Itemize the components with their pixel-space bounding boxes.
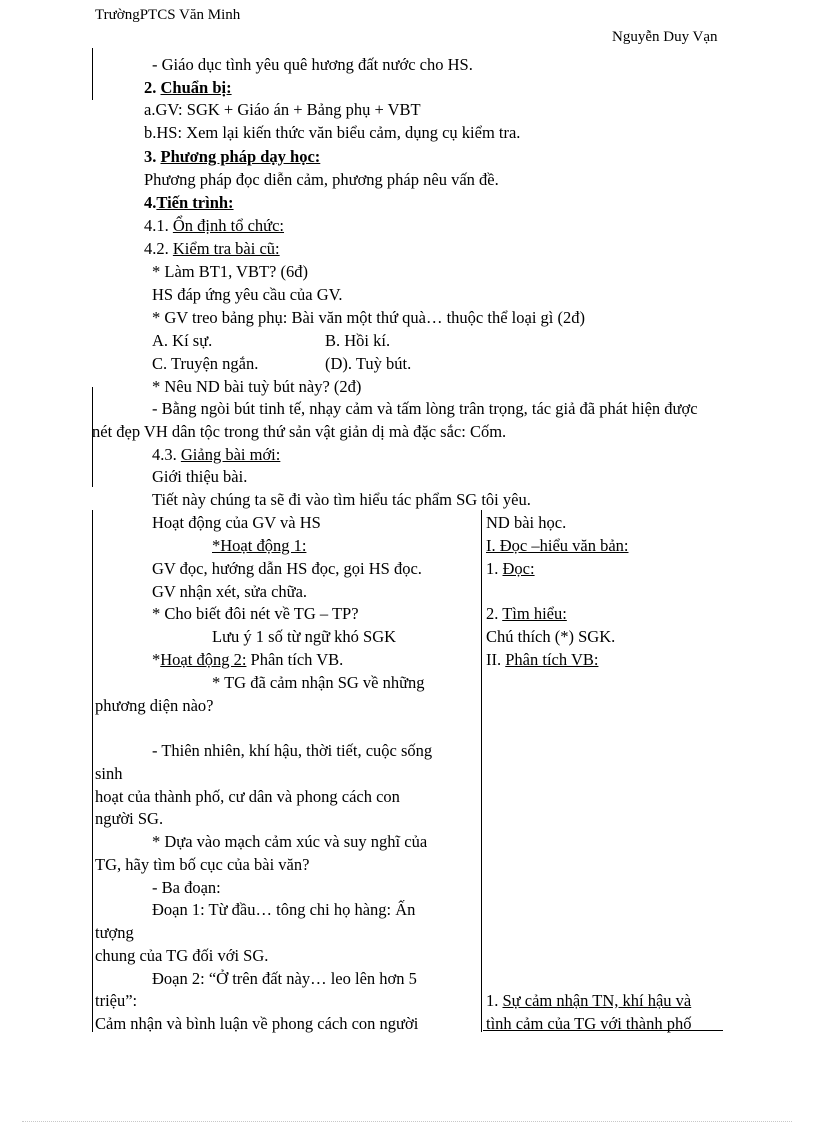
intro-label: Giới thiệu bài.	[152, 467, 248, 486]
activity-1-heading: *Hoạt động 1:	[212, 536, 307, 555]
question-1: * Làm BT1, VBT? (6đ)	[152, 262, 308, 281]
goal-line: - Giáo dục tình yêu quê hương đất nước cho HS.	[152, 55, 473, 74]
right-line-5-text: Phân tích VB:	[505, 650, 599, 669]
prep-heading	[144, 78, 232, 98]
method-title: Phương pháp dạy học:	[160, 147, 321, 166]
page-bottom-edge	[22, 1121, 792, 1122]
left-line-10a: Đoạn 2: “Ở trên đất này… leo lên hơn 5	[152, 969, 417, 988]
left-line-6b: sinh	[95, 764, 123, 783]
left-line-9b: tượng	[95, 923, 134, 942]
right-line-5-number: II.	[486, 650, 506, 669]
right-line-4: Chú thích (*) SGK.	[486, 627, 616, 646]
right-line-1: I. Đọc –hiểu văn bản:	[486, 536, 629, 555]
s43-heading	[152, 445, 280, 465]
right-line-3-number: 2.	[486, 604, 503, 623]
left-line-4: Lưu ý 1 số từ ngữ khó SGK	[212, 627, 397, 646]
left-line-7a: * Dựa vào mạch cảm xúc và suy nghĩ của	[152, 832, 428, 851]
right-line-3	[486, 604, 567, 624]
s43-number: 4.3.	[152, 445, 177, 464]
table-left-header: Hoạt động của GV và HS	[152, 513, 321, 532]
table-right-header: ND bài học.	[486, 513, 567, 532]
process-number: 4.	[144, 193, 157, 212]
answer-3-line-1: - Bằng ngòi bút tinh tế, nhạy cảm và tấm lòng trân trọng, tác giả đã phát hiện được	[152, 399, 698, 418]
right-line-2-number: 1.	[486, 559, 503, 578]
question-3: * Nêu ND bài tuỳ bút này? (2đ)	[152, 377, 362, 396]
intro-text: Tiết này chúng ta sẽ đi vào tìm hiểu tác phẩm SG tôi yêu.	[152, 490, 531, 509]
prep-hs: b.HS: Xem lại kiến thức văn biểu cảm, dụng cụ kiểm tra.	[144, 123, 521, 142]
left-line-9c: chung của TG đối với SG.	[95, 946, 269, 965]
activity-2-title: Hoạt động 2:	[160, 650, 247, 669]
activity-2-rest: Phân tích VB.	[246, 650, 344, 669]
process-title: Tiến trình:	[156, 193, 234, 212]
option-c: C. Truyện ngắn.	[152, 354, 259, 373]
option-d: (D). Tuỳ bút.	[325, 354, 412, 373]
teacher-name: Nguyễn Duy Vạn	[612, 29, 718, 45]
left-line-6a: - Thiên nhiên, khí hậu, thời tiết, cuộc sống	[152, 741, 433, 760]
answer-3-line-2: nét đẹp VH dân tộc trong thứ sản vật giản dị mà đặc sắc: Cốm.	[92, 422, 507, 441]
right-line-6b: tình cảm của TG với thành phố	[486, 1014, 692, 1033]
option-b: B. Hồi kí.	[325, 331, 391, 350]
right-line-2-text: Đọc:	[502, 559, 535, 578]
option-a: A. Kí sự.	[152, 331, 213, 350]
activity-2-heading	[152, 650, 343, 670]
s42-number: 4.2.	[144, 239, 169, 258]
left-line-7b: TG, hãy tìm bố cục của bài văn?	[95, 855, 310, 874]
left-line-2: GV nhận xét, sửa chữa.	[152, 582, 308, 601]
school-name: TrườngPTCS Văn Minh	[95, 7, 241, 23]
process-heading	[144, 193, 234, 213]
method-number: 3.	[144, 147, 157, 166]
s42-title: Kiểm tra bài cũ:	[172, 239, 280, 258]
left-line-6c: hoạt của thành phố, cư dân và phong cách con	[95, 787, 400, 806]
prep-title: Chuẩn bị:	[160, 78, 232, 97]
right-line-5	[486, 650, 598, 670]
right-line-6a	[486, 991, 691, 1011]
left-line-3: * Cho biết đôi nét về TG – TP?	[152, 604, 359, 623]
right-line-6-number: 1.	[486, 991, 503, 1010]
activity-2-star: *	[152, 650, 161, 669]
s41-title: Ổn định tổ chức:	[172, 216, 285, 235]
table-column-divider	[481, 510, 482, 1032]
left-line-5a: * TG đã cảm nhận SG về những	[212, 673, 425, 692]
s43-title: Giảng bài mới:	[180, 445, 281, 464]
prep-number: 2.	[144, 78, 157, 97]
method-heading	[144, 147, 320, 167]
right-line-6-text: Sự cảm nhận TN, khí hậu và	[502, 991, 692, 1010]
left-line-8: - Ba đoạn:	[152, 878, 221, 897]
right-line-2	[486, 559, 535, 579]
method-text: Phương pháp đọc diễn cảm, phương pháp nêu vấn đề.	[144, 170, 499, 189]
margin-rule-top	[92, 48, 93, 100]
left-line-9a: Đoạn 1: Từ đầu… tông chi họ hàng: Ấn	[152, 900, 416, 919]
right-line-3-text: Tìm hiểu:	[502, 604, 567, 623]
left-line-1: GV đọc, hướng dẫn HS đọc, gọi HS đọc.	[152, 559, 422, 578]
s42-heading	[144, 239, 280, 259]
left-line-5b: phương diện nào?	[95, 696, 214, 715]
question-2: * GV treo bảng phụ: Bài văn một thứ quà… thuộc thể loại gì (2đ)	[152, 308, 585, 327]
left-line-11: Cảm nhận và bình luận về phong cách con người	[95, 1014, 419, 1033]
s41-number: 4.1.	[144, 216, 169, 235]
prep-gv: a.GV: SGK + Giáo án + Bảng phụ + VBT	[144, 100, 421, 119]
table-left-border	[92, 510, 93, 1032]
answer-1: HS đáp ứng yêu cầu của GV.	[152, 285, 343, 304]
left-line-6d: người SG.	[95, 809, 164, 828]
s41-heading	[144, 216, 284, 236]
left-line-10b: triệu”:	[95, 991, 138, 1010]
